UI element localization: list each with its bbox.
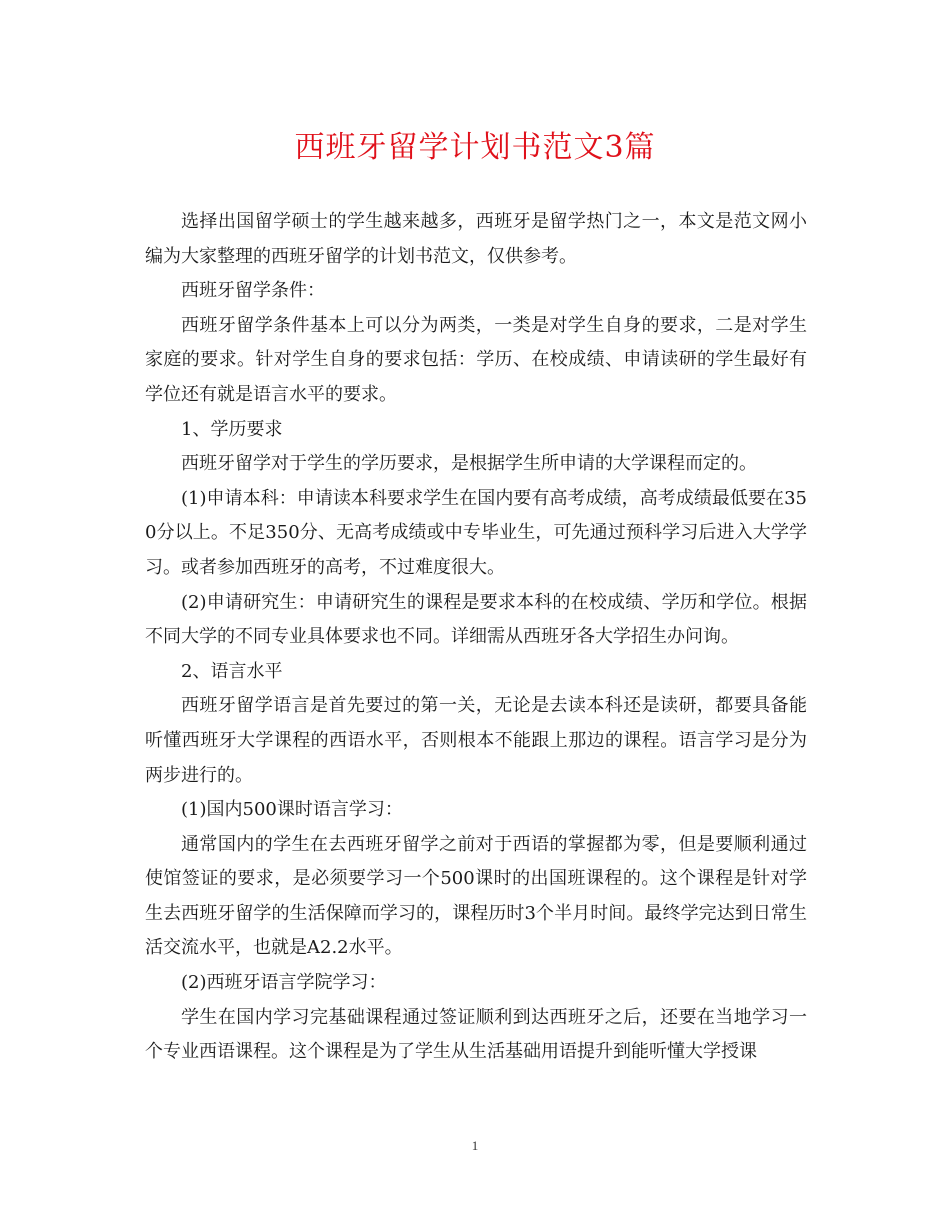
undergraduate-paragraph: (1)申请本科：申请读本科要求学生在国内要有高考成绩，高考成绩最低要在350分以上。不足350分、无高考成绩或中专毕业生，可先通过预科学习后进入大学学习。或者参加西班牙的高考，不过难度很大。 — [145, 487, 807, 578]
section-heading-conditions: 西班牙留学条件： — [181, 280, 325, 302]
document-title: 西班牙留学计划书范文3篇 — [294, 130, 656, 165]
page-number: 1 — [471, 1138, 479, 1153]
language-paragraph: 西班牙留学语言是首先要过的第一关，无论是去读本科还是读研，都要具备能听懂西班牙大学课程的西语水平，否则根本不能跟上那边的课程。语言学习是分为两步进行的。 — [145, 695, 807, 786]
subheading-domestic-study: (1)国内500课时语言学习： — [181, 799, 403, 821]
education-paragraph: 西班牙留学对于学生的学历要求，是根据学生所申请的大学课程而定的。 — [181, 453, 757, 475]
intro-paragraph: 选择出国留学硕士的学生越来越多，西班牙是留学热门之一，本文是范文网小编为大家整理的西班牙留学的计划书范文，仅供参考。 — [145, 211, 807, 267]
domestic-study-paragraph: 通常国内的学生在去西班牙留学之前对于西语的掌握都为零，但是要顺利通过使馆签证的要求，是必须要学习一个500课时的出国班课程的。这个课程是针对学生去西班牙留学的生活保障而学习的，课程历时3个半月时间。最终学完达到日常生活交流水平，也就是A2.2水平。 — [145, 833, 807, 959]
section-heading-language: 2、语言水平 — [181, 660, 283, 682]
graduate-paragraph: (2)申请研究生：申请研究生的课程是要求本科的在校成绩、学历和学位。根据不同大学的不同专业具体要求也不同。详细需从西班牙各大学招生办问询。 — [145, 591, 807, 648]
section-heading-education: 1、学历要求 — [181, 418, 283, 440]
document-body — [145, 205, 807, 1070]
conditions-paragraph: 西班牙留学条件基本上可以分为两类，一类是对学生自身的要求，二是对学生家庭的要求。针对学生自身的要求包括：学历、在校成绩、申请读研的学生最好有学位还有就是语言水平的要求。 — [145, 314, 807, 405]
subheading-spain-institute: (2)西班牙语言学院学习： — [181, 972, 387, 994]
spain-institute-paragraph: 学生在国内学习完基础课程通过签证顺利到达西班牙之后，还要在当地学习一个专业西语课程。这个课程是为了学生从生活基础用语提升到能听懂大学授课 — [145, 1006, 807, 1063]
